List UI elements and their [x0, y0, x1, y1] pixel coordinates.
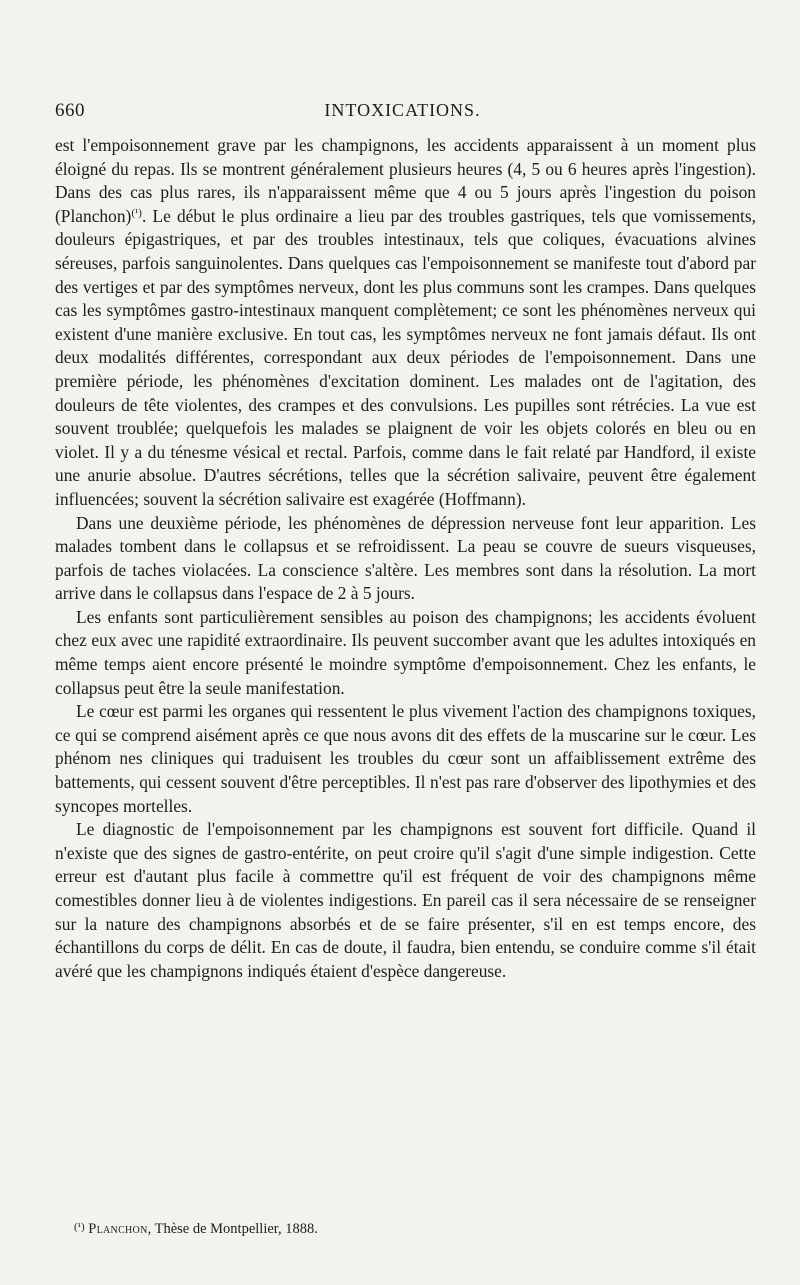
- footnote-mark: (¹): [74, 1221, 85, 1233]
- paragraph-heart: Le cœur est parmi les organes qui ressentent le plus vivement l'action des champignons toxiques, ce qui se comprend aisément après ce que nous avons dit des effets de la muscarine sur le cœur. Les phénom nes cliniques qui traduisent les troubles du cœur sont un affaiblissement extrême des battements, qui cessent souvent d'être perceptibles. Il n'est pas rare d'observer des lipothymies et des syncopes mortelles.: [55, 701, 756, 816]
- paragraph-diagnosis: Le diagnostic de l'empoisonnement par les champignons est souvent fort difficile. Quand il n'existe que des signes de gastro-entérite, on peut croire qu'il s'agit d'une simple indigestion. Cette erreur est d'autant plus facile à commettre qu'il est fréquent de voir des champignons même comestibles donner lieu à de violentes indigestions. En pareil cas il sera nécessaire de se renseigner sur la nature des champignons absorbés et de se faire présenter, s'il en est temps encore, des échantillons du corps de délit. En cas de doute, il faudra, bien entendu, se conduire comme s'il était avéré que les champignons indiqués étaient d'espèce dangereuse.: [55, 819, 756, 981]
- paragraph-text: est l'empoisonnement grave par les champignons, les accidents apparaissent à un moment plus éloigné du repas. Ils se montrent généralement plusieurs heures (4, 5 ou 6 heures après l'ingestion). Dans des cas plus rares, ils n'apparaissent même que 4 ou 5 jours après l'ingestion du poison (Planchon): [55, 135, 756, 226]
- footnote-reference: (¹): [131, 206, 142, 219]
- footnote: [74, 1218, 754, 1238]
- running-title: INTOXICATIONS.: [324, 100, 481, 120]
- page-number: 660: [55, 100, 85, 121]
- paragraph-onset-symptoms: [55, 134, 756, 512]
- footnote-author: Planchon: [88, 1221, 148, 1237]
- running-head: [55, 100, 750, 130]
- body-text: [55, 134, 756, 983]
- paragraph-text: . Le début le plus ordinaire a lieu par des troubles gastriques, tels que vomissements, douleurs épigastriques, et par des troubles intestinaux, tels que coliques, évacuations alvines séreuses, parfois sanguinolentes. Dans quelques cas l'empoisonnement se manifeste tout d'abord par des vertiges et par des symptômes nerveux, dont les plus communs sont les crampes. Dans quelques cas les symptômes gastro-intestinaux manquent complètement; ce sont les phénomènes nerveux qui existent d'une manière exclusive. En tout cas, les symptômes nerveux ne font jamais défaut. Ils ont deux modalités différentes, correspondant aux deux périodes de l'empoisonnement. Dans une première période, les phénomènes d'excitation dominent. Les malades ont de l'agitation, des douleurs de tête violentes, des crampes et des convulsions. Les pupilles sont rétrécies. La vue est souvent troublée; quelquefois les malades se plaignent de voir les objets colorés en bleu ou en violet. Il y a du ténesme vésical et rectal. Parfois, comme dans le fait relaté par Handford, il existe une anurie absolue. D'autres sécrétions, telles que la sécrétion salivaire, peuvent être également influencées; souvent la sécrétion salivaire est exagérée (Hoffmann).: [55, 205, 756, 509]
- paragraph-children: Les enfants sont particulièrement sensibles au poison des champignons; les accidents évoluent chez eux avec une rapidité extraordinaire. Ils peuvent succomber avant que les adultes intoxiqués en même temps aient encore présenté le moindre symptôme d'empoisonnement. Chez les enfants, le collapsus peut être la seule manifestation.: [55, 606, 756, 698]
- paragraph-second-period: Dans une deuxième période, les phénomènes de dépression nerveuse font leur apparition. Les malades tombent dans le collapsus et se refroidissent. La peau se couvre de sueurs visqueuses, parfois de taches violacées. La conscience s'altère. Les membres sont dans la résolution. La mort arrive dans le collapsus dans l'espace de 2 à 5 jours.: [55, 512, 756, 604]
- footnote-text: , Thèse de Montpellier, 1888.: [147, 1221, 318, 1237]
